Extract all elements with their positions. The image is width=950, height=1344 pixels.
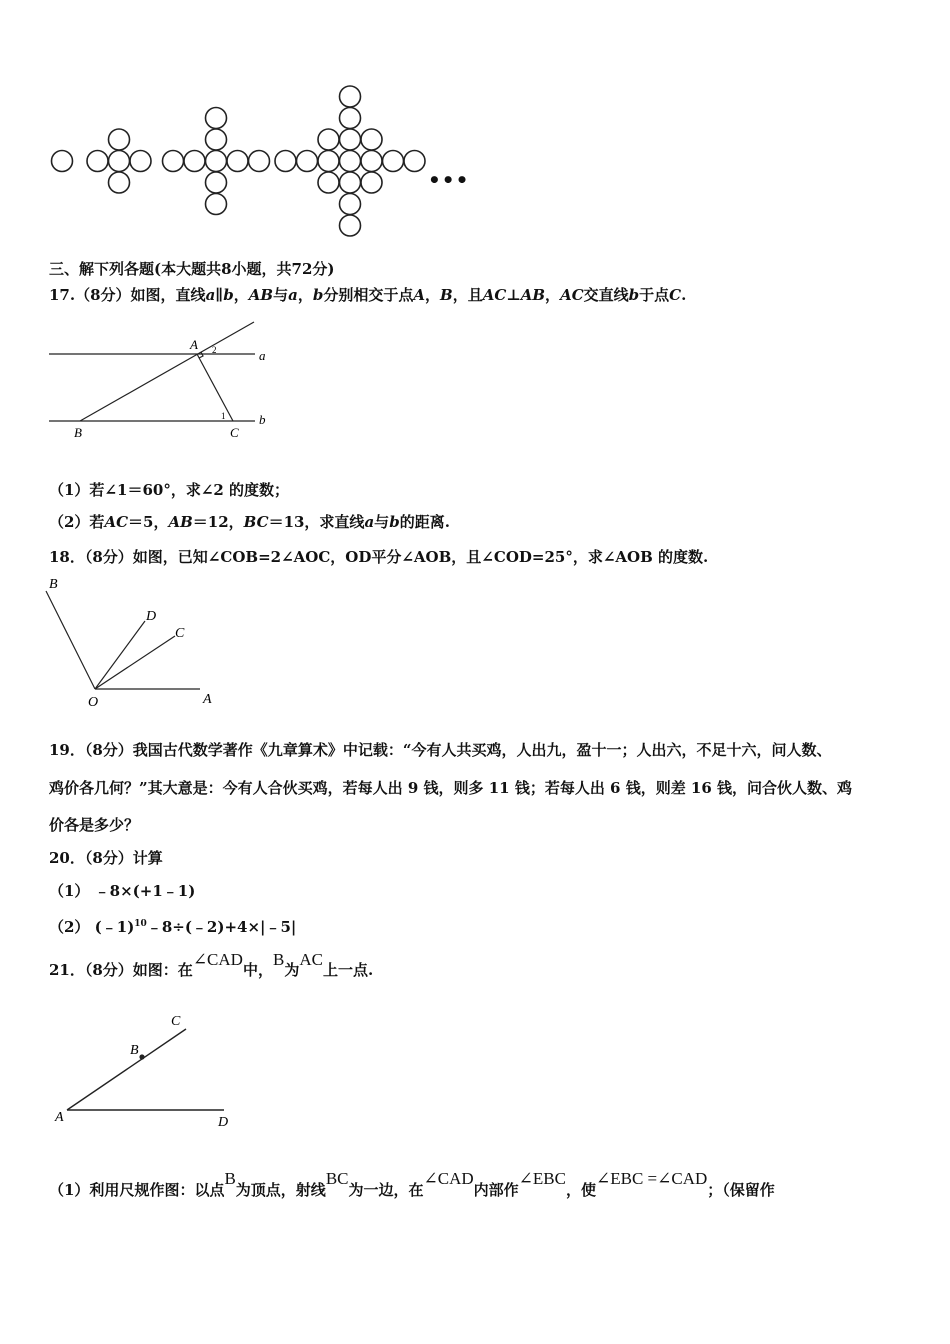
label-d: D bbox=[146, 609, 157, 624]
q20-part2: （2） (﹣1)$^{10}$﹣8÷(﹣2)+4×|﹣5| bbox=[49, 918, 297, 936]
q19-line3: 价各是多少？ bbox=[49, 816, 140, 834]
q19-line1: 19．（8分）我国古代数学著作《九章算术》中记载：“今有人共买鸡，人出九，盈十一；人出六，不足十六，问人数、 bbox=[49, 741, 832, 759]
label-line-b: b bbox=[259, 412, 266, 427]
label-b: B bbox=[130, 1043, 139, 1058]
section-heading: 三、解下列各题(本大题共8小题，共72分) bbox=[49, 260, 335, 278]
q20-part1: （1） ﹣8×(+1﹣1) bbox=[49, 882, 196, 900]
label-d: D bbox=[218, 1115, 229, 1130]
label-point-c: C bbox=[230, 425, 239, 440]
label-c: C bbox=[175, 626, 185, 641]
label-a: A bbox=[55, 1110, 64, 1125]
label-angle-2: 2 bbox=[212, 345, 217, 355]
q17-part2: （2）若AC＝5，AB＝12，BC＝13，求直线a与b的距离. bbox=[49, 513, 450, 531]
q17-statement: 17.（8分）如图，直线a∥b，AB与a，b分别相交于点A，B，且AC⊥AB，AC交直线b于点C. bbox=[49, 286, 687, 304]
q20-title: 20．（8分）计算 bbox=[49, 849, 163, 867]
point-b-dot bbox=[139, 1054, 144, 1059]
label-line-a: a bbox=[259, 348, 266, 363]
label-b: B bbox=[49, 577, 58, 592]
q18-statement: 18．（8分）如图，已知∠COB=2∠AOC，OD平分∠AOB，且∠COD=25°，求∠AOB 的度数. bbox=[49, 548, 709, 566]
q21-part1: （1）利用尺规作图：以点B为顶点，射线BC为一边，在∠CAD内部作∠EBC，使∠EBC =∠CAD；（保留作 bbox=[49, 1169, 775, 1199]
label-point-a: A bbox=[190, 337, 198, 352]
label-point-b: B bbox=[74, 425, 82, 440]
label-angle-1: 1 bbox=[221, 411, 226, 421]
pattern-ellipsis: ••• bbox=[428, 168, 470, 192]
q17-part1: （1）若∠1＝60°，求∠2 的度数； bbox=[49, 481, 290, 499]
label-o: O bbox=[88, 695, 99, 710]
ray-ac bbox=[67, 1029, 186, 1110]
label-a: A bbox=[203, 692, 212, 707]
label-c: C bbox=[171, 1014, 181, 1029]
q19-line2: 鸡价各几何？”其大意是：今有人合伙买鸡，若每人出 9 钱，则多 11 钱；若每人出 6 钱，则差 16 钱，问合伙人数、鸡 bbox=[49, 779, 853, 797]
q21-statement: 21．（8分）如图：在∠CAD中，B为AC上一点. bbox=[49, 950, 374, 979]
